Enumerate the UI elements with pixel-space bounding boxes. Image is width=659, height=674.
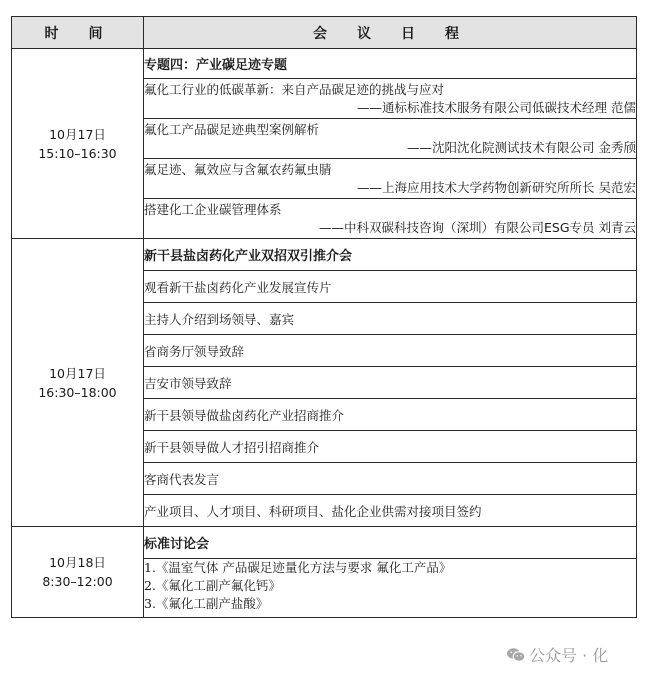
session-time: 16:30–18:00 bbox=[38, 384, 117, 400]
session-date: 10月17日 bbox=[49, 365, 106, 381]
agenda-column-header: 会 议 日 程 bbox=[144, 17, 637, 49]
watermark-text: 公众号 · 化 bbox=[529, 646, 609, 665]
talk-speaker: ——沈阳沈化院测试技术有限公司 金秀颀 bbox=[407, 139, 636, 155]
wechat-icon bbox=[506, 647, 526, 663]
table-row bbox=[12, 49, 637, 79]
session-time: 15:10–16:30 bbox=[38, 145, 117, 161]
agenda-item: 新干县领导做盐卤药化产业招商推介 bbox=[144, 399, 637, 431]
session-date: 10月17日 bbox=[49, 126, 106, 142]
list-item: 1.《温室气体 产品碳足迹量化方法与要求 氟化工产品》 bbox=[144, 560, 452, 575]
talk-cell bbox=[144, 119, 637, 159]
agenda-item: 吉安市领导致辞 bbox=[144, 367, 637, 399]
talk-speaker: ——通标标准技术服务有限公司低碳技术经理 范儒 bbox=[357, 99, 636, 115]
talk-topic: 氟足迹、氟效应与含氟农药氟虫腈 bbox=[144, 161, 332, 177]
time-column-header: 时 间 bbox=[12, 17, 144, 49]
talk-topic: 氟化工产品碳足迹典型案例解析 bbox=[144, 121, 320, 137]
agenda-item: 省商务厅领导致辞 bbox=[144, 335, 637, 367]
talk-speaker: ——中科双碳科技咨询（深圳）有限公司ESG专员 刘青云 bbox=[319, 219, 636, 235]
session-title: 新干县盐卤药化产业双招双引推介会 bbox=[144, 239, 637, 271]
talk-cell bbox=[144, 159, 637, 199]
talk-topic: 搭建化工企业碳管理体系 bbox=[144, 201, 282, 217]
talk-cell bbox=[144, 199, 637, 239]
talk-topic: 氟化工行业的低碳革新：来自产品碳足迹的挑战与应对 bbox=[144, 81, 445, 97]
talk-cell bbox=[144, 79, 637, 119]
watermark bbox=[506, 643, 608, 666]
table-row bbox=[12, 239, 637, 271]
table-row bbox=[12, 527, 637, 559]
agenda-item: 产业项目、人才项目、科研项目、盐化企业供需对接项目签约 bbox=[144, 495, 637, 527]
table-header-row bbox=[12, 17, 637, 49]
session-time-cell bbox=[12, 49, 144, 239]
agenda-item: 观看新干盐卤药化产业发展宣传片 bbox=[144, 271, 637, 303]
session-title: 专题四：产业碳足迹专题 bbox=[144, 49, 637, 79]
agenda-item: 主持人介绍到场领导、嘉宾 bbox=[144, 303, 637, 335]
agenda-item: 新干县领导做人才招引招商推介 bbox=[144, 431, 637, 463]
list-item: 2.《氟化工副产氟化钙》 bbox=[144, 578, 281, 593]
session-time-cell bbox=[12, 239, 144, 527]
talk-speaker: ——上海应用技术大学药物创新研究所所长 吴范宏 bbox=[357, 179, 636, 195]
agenda-item: 客商代表发言 bbox=[144, 463, 637, 495]
list-item: 3.《氟化工副产盐酸》 bbox=[144, 596, 269, 611]
session-time-cell bbox=[12, 527, 144, 618]
session-title: 标准讨论会 bbox=[144, 527, 637, 559]
session-time: 8:30–12:00 bbox=[42, 574, 113, 589]
session-date: 10月18日 bbox=[49, 555, 106, 570]
agenda-table bbox=[11, 16, 637, 618]
standards-list bbox=[144, 559, 637, 618]
